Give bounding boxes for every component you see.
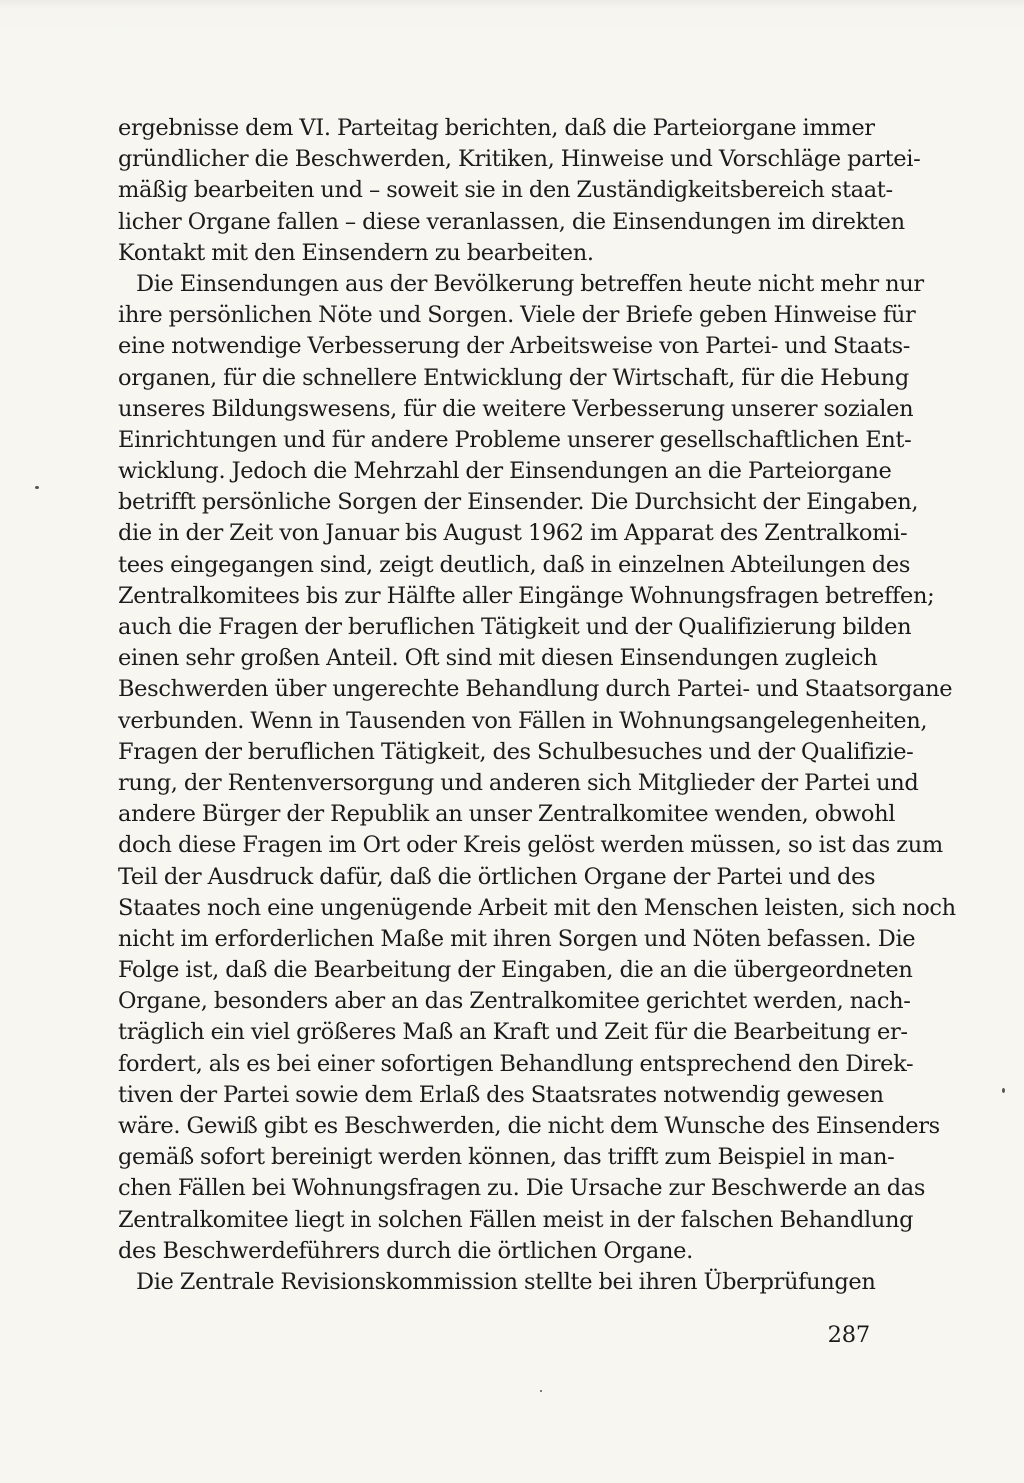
text-line: eine notwendige Verbesserung der Arbeitsweise von Partei- und Staats- xyxy=(118,333,911,360)
text-line: Einrichtungen und für andere Probleme unserer gesellschaftlichen Ent- xyxy=(118,426,912,453)
text-line: des Beschwerdeführers durch die örtlichen Organe. xyxy=(118,1237,693,1264)
text-line: doch diese Fragen im Ort oder Kreis gelöst werden müssen, so ist das zum xyxy=(118,832,943,859)
text-line: Organe, besonders aber an das Zentralkomitee gerichtet werden, nach- xyxy=(118,988,911,1015)
text-line: gemäß sofort bereinigt werden können, das trifft zum Beispiel in man- xyxy=(118,1144,895,1171)
text-line: Fragen der beruflichen Tätigkeit, des Schulbesuches und der Qualifizie- xyxy=(118,738,914,765)
text-line: ihre persönlichen Nöte und Sorgen. Viele der Briefe geben Hinweise für xyxy=(118,302,916,329)
text-line: auch die Fragen der beruflichen Tätigkeit und der Qualifizierung bilden xyxy=(118,614,912,640)
paragraph xyxy=(118,113,921,269)
text-line: mäßig bearbeiten und – soweit sie in den Zuständigkeitsbereich staat- xyxy=(118,177,893,204)
paragraph xyxy=(118,1267,876,1298)
text-line: unseres Bildungswesens, für die weitere Verbesserung unserer sozialen xyxy=(118,395,914,422)
text-line: Zentralkomitee liegt in solchen Fällen meist in der falschen Behandlung xyxy=(118,1206,914,1233)
text-line: tees eingegangen sind, zeigt deutlich, daß in einzelnen Abteilungen des xyxy=(118,551,911,578)
text-line: tiven der Partei sowie dem Erlaß des Staatsrates notwendig gewesen xyxy=(118,1081,884,1108)
text-line: träglich ein viel größeres Maß an Kraft und Zeit für die Bearbeitung er- xyxy=(118,1019,908,1046)
text-line: Zentralkomitees bis zur Hälfte aller Eingänge Wohnungsfragen betreffen; xyxy=(118,582,935,609)
text-line: Die Einsendungen aus der Bevölkerung betreffen heute nicht mehr nur xyxy=(136,270,924,297)
text-line: verbunden. Wenn in Tausenden von Fällen in Wohnungsangelegenheiten, xyxy=(118,707,928,734)
text-line: wäre. Gewiß gibt es Beschwerden, die nicht dem Wunsche des Einsenders xyxy=(118,1113,940,1139)
text-line: andere Bürger der Republik an unser Zentralkomitee wenden, obwohl xyxy=(118,801,896,828)
scan-speck xyxy=(1002,1088,1005,1093)
text-line: ergebnisse dem VI. Parteitag berichten, daß die Parteiorgane immer xyxy=(118,115,875,141)
text-line: Teil der Ausdruck dafür, daß die örtlichen Organe der Partei und des xyxy=(118,863,876,890)
text-line: betrifft persönliche Sorgen der Einsender. Die Durchsicht der Eingaben, xyxy=(118,489,919,516)
page-number: 287 xyxy=(827,1322,870,1348)
text-line: organen, für die schnellere Entwicklung der Wirtschaft, für die Hebung xyxy=(118,364,909,391)
text-line: Staates noch eine ungenügende Arbeit mit den Menschen leisten, sich noch xyxy=(118,894,956,921)
text-line: wicklung. Jedoch die Mehrzahl der Einsendungen an die Parteiorgane xyxy=(118,458,892,485)
text-line: fordert, als es bei einer sofortigen Behandlung entsprechend den Direk- xyxy=(118,1050,914,1077)
text-line: einen sehr großen Anteil. Oft sind mit diesen Einsendungen zugleich xyxy=(118,645,878,672)
text-line: Beschwerden über ungerechte Behandlung durch Partei- und Staatsorgane xyxy=(118,676,953,703)
paragraph xyxy=(118,269,956,1267)
scan-speck xyxy=(540,1390,542,1392)
text-line: chen Fällen bei Wohnungsfragen zu. Die Ursache zur Beschwerde an das xyxy=(118,1175,926,1202)
text-line: Folge ist, daß die Bearbeitung der Eingaben, die an die übergeordneten xyxy=(118,957,913,984)
text-line: Die Zentrale Revisionskommission stellte bei ihren Überprüfungen xyxy=(136,1268,876,1295)
text-line: nicht im erforderlichen Maße mit ihren Sorgen und Nöten befassen. Die xyxy=(118,925,916,952)
text-line: licher Organe fallen – diese veranlassen, die Einsendungen im direkten xyxy=(118,208,905,235)
body-text xyxy=(118,113,956,1298)
scan-speck xyxy=(35,486,39,489)
text-line: gründlicher die Beschwerden, Kritiken, Hinweise und Vorschläge partei- xyxy=(118,146,921,173)
text-line: die in der Zeit von Januar bis August 1962 im Apparat des Zentralkomi- xyxy=(118,520,908,547)
text-line: Kontakt mit den Einsendern zu bearbeiten. xyxy=(118,239,594,266)
text-line: rung, der Rentenversorgung und anderen sich Mitglieder der Partei und xyxy=(118,769,919,796)
